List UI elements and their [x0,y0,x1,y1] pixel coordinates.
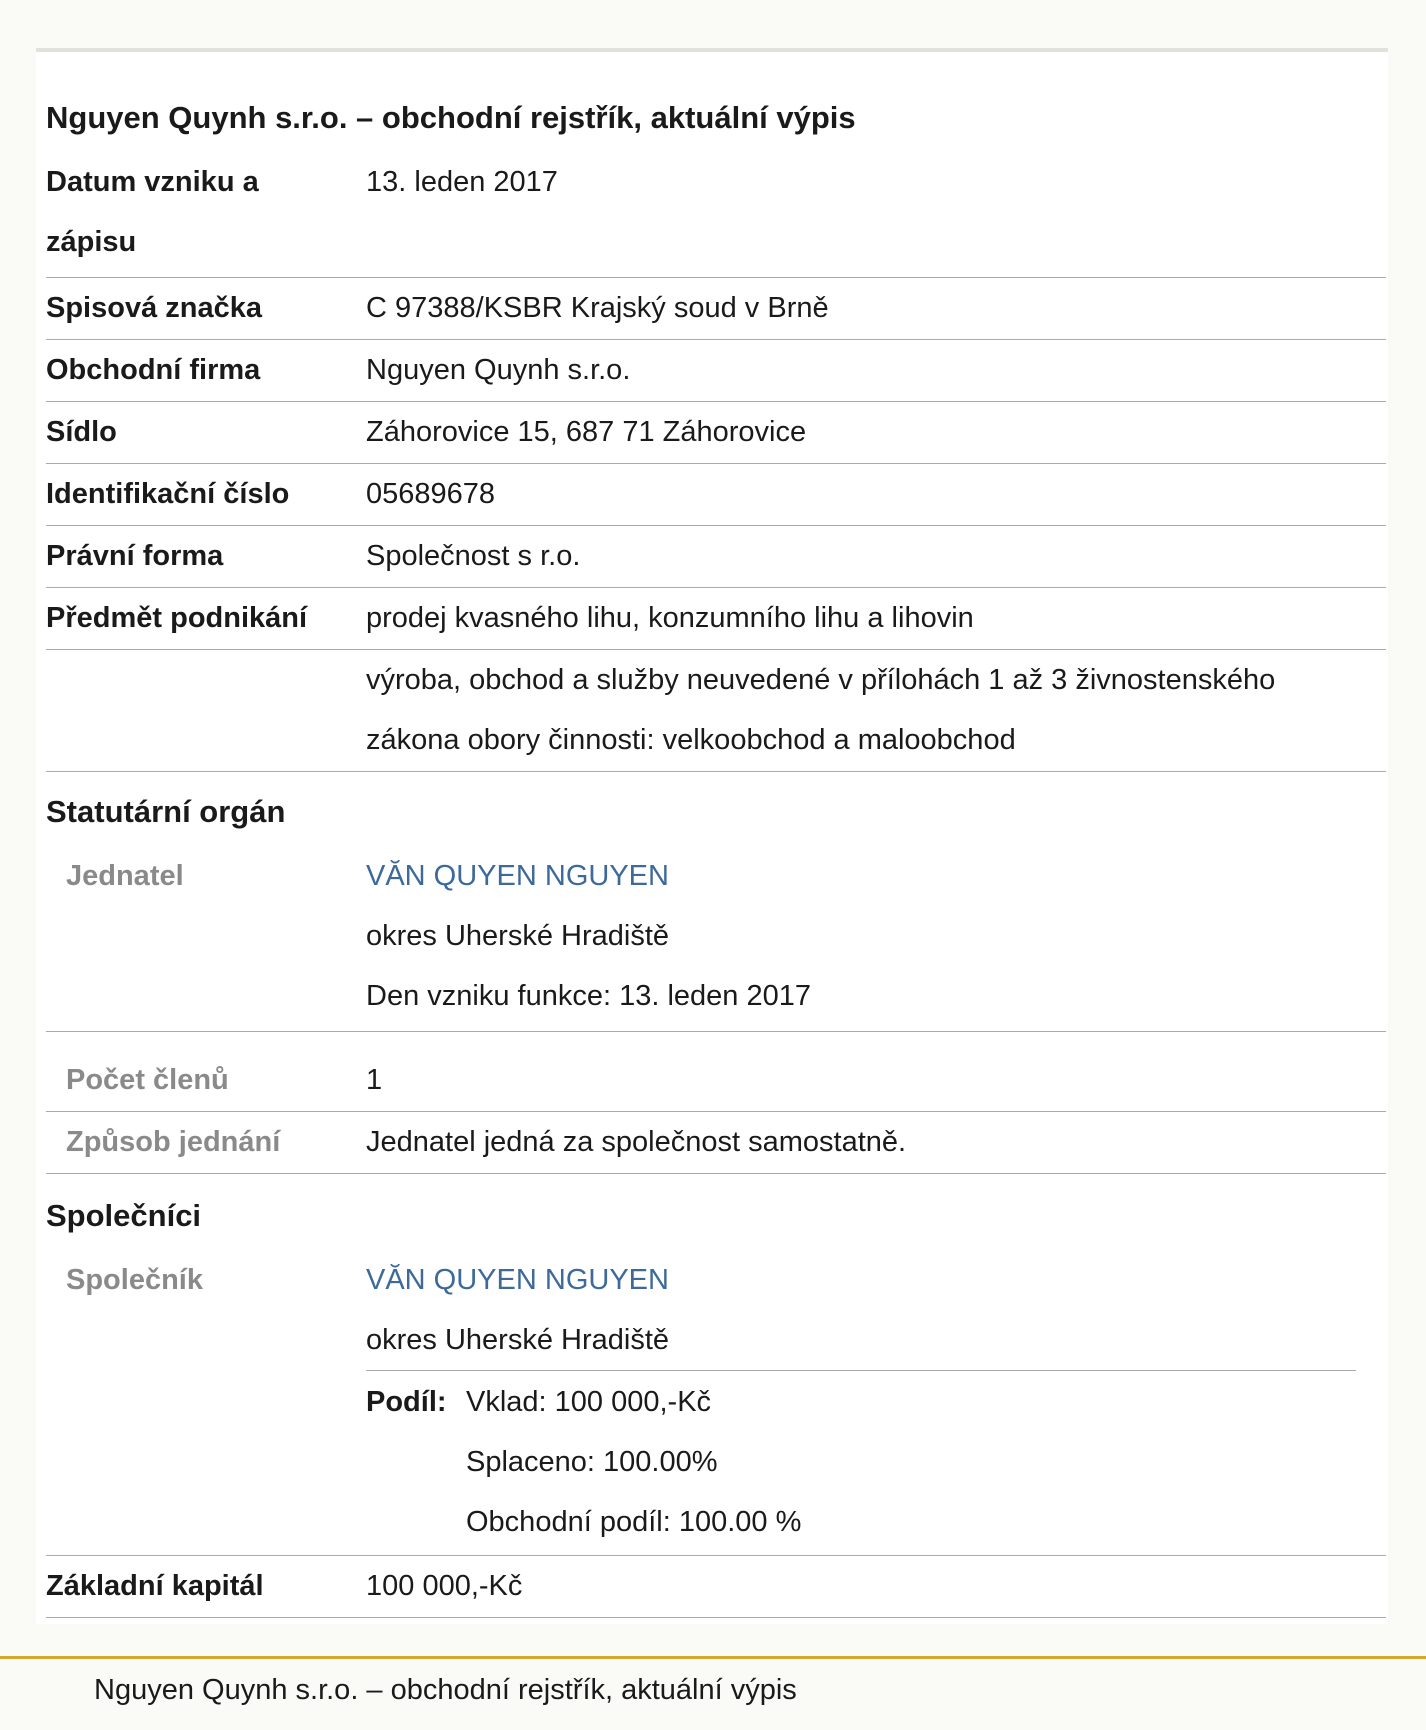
row-jednatel [46,846,1386,1032]
label-zakladni-kapital: Základní kapitál [46,1570,264,1602]
value-zakladni-kapital: 100 000,-Kč [366,1570,523,1602]
label-pocet-clenu: Počet členů [66,1064,229,1096]
row-spisova-znacka [46,278,1386,340]
section-spolecnici: Společníci [46,1198,202,1233]
label-spisova-znacka: Spisová značka [46,292,262,324]
footer-divider [0,1656,1426,1659]
row-predmet-podnikani-2 [46,650,1386,772]
row-spolecnik [46,1250,1386,1556]
label-datum-vzniku-line2: zápisu [46,226,137,258]
row-obchodni-firma [46,340,1386,402]
row-ico [46,464,1386,526]
label-datum-vzniku-line1: Datum vzniku a [46,166,259,198]
label-pravni-forma: Právní forma [46,540,224,572]
value-spisova-znacka: C 97388/KSBR Krajský soud v Brně [366,292,829,324]
podil-divider [366,1370,1356,1371]
label-predmet-podnikani: Předmět podnikání [46,602,308,634]
section-statutarni-organ: Statutární orgán [46,794,286,829]
value-pocet-clenu: 1 [366,1064,383,1096]
value-predmet-podnikani-2-line1: výroba, obchod a služby neuvedené v přílohách 1 až 3 živnostenského [366,664,1276,696]
value-jednatel-okres: okres Uherské Hradiště [366,920,669,952]
value-datum-vzniku: 13. leden 2017 [366,166,558,198]
link-spolecnik-name[interactable]: VĂN QUYEN NGUYEN [366,1264,669,1296]
label-zpusob-jednani: Způsob jednání [66,1126,281,1158]
row-pravni-forma [46,526,1386,588]
value-splaceno: Splaceno: 100.00% [466,1446,718,1478]
row-datum-vzniku [46,152,1386,278]
value-jednatel-den-vzniku: Den vzniku funkce: 13. leden 2017 [366,980,811,1012]
page-title: Nguyen Quynh s.r.o. – obchodní rejstřík, aktuální výpis [46,100,856,135]
value-obchodni-firma: Nguyen Quynh s.r.o. [366,354,631,386]
registry-panel [36,48,1388,1624]
link-jednatel-name[interactable]: VĂN QUYEN NGUYEN [366,860,669,892]
label-ico: Identifikační číslo [46,478,290,510]
value-ico: 05689678 [366,478,496,510]
value-predmet-podnikani-1: prodej kvasného lihu, konzumního lihu a lihovin [366,602,974,634]
label-spolecnik: Společník [66,1264,203,1296]
row-predmet-podnikani [46,588,1386,650]
footer-text: Nguyen Quynh s.r.o. – obchodní rejstřík, aktuální výpis [94,1674,797,1706]
value-vklad: Vklad: 100 000,-Kč [466,1386,712,1418]
label-sidlo: Sídlo [46,416,117,448]
row-zpusob-jednani [46,1112,1386,1174]
row-zakladni-kapital [46,1556,1386,1618]
value-spolecnik-okres: okres Uherské Hradiště [366,1324,669,1356]
label-obchodni-firma: Obchodní firma [46,354,261,386]
label-podil: Podíl: [366,1386,447,1418]
value-sidlo: Záhorovice 15, 687 71 Záhorovice [366,416,807,448]
row-sidlo [46,402,1386,464]
label-jednatel: Jednatel [66,860,184,892]
value-pravni-forma: Společnost s r.o. [366,540,581,572]
value-obchodni-podil: Obchodní podíl: 100.00 % [466,1506,802,1538]
value-predmet-podnikani-2-line2: zákona obory činnosti: velkoobchod a maloobchod [366,724,1016,756]
row-pocet-clenu [46,1050,1386,1112]
value-zpusob-jednani: Jednatel jedná za společnost samostatně. [366,1126,907,1158]
